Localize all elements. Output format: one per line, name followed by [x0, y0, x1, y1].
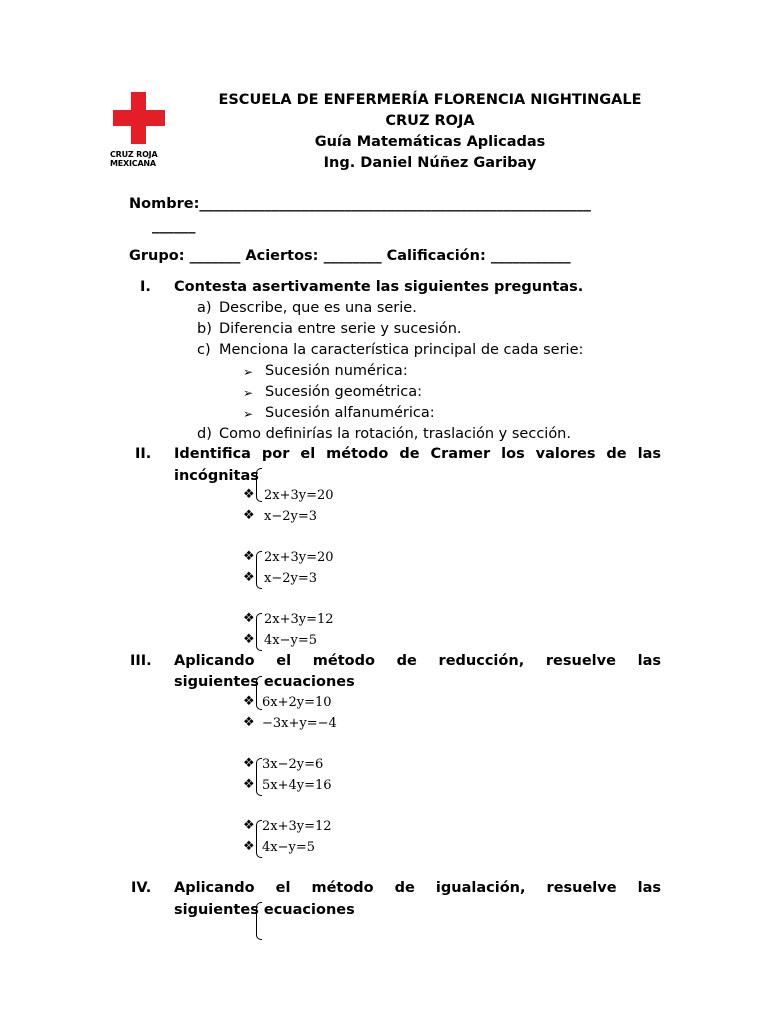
question-letter: c) — [197, 342, 211, 358]
section2-title-line2: incógnitas — [174, 468, 259, 484]
equation: 5x+4y=16 — [262, 778, 332, 793]
question-b-text: Diferencia entre serie y sucesión. — [219, 321, 462, 337]
logo-line2: MEXICANA — [110, 159, 156, 168]
equation: −3x+y=−4 — [262, 716, 337, 731]
subitem-geometric: Sucesión geométrica: — [265, 384, 423, 400]
section1-number: I. — [140, 279, 151, 295]
equation: 2x+3y=12 — [262, 819, 332, 834]
question-a-text: Describe, que es una serie. — [219, 300, 417, 316]
section2-number: II. — [135, 446, 152, 462]
nombre-line-continued: ______ — [152, 218, 196, 234]
brace — [256, 468, 262, 502]
section3-title-line2: siguientes ecuaciones — [174, 674, 355, 690]
diamond-bullet-icon: ❖ — [243, 839, 255, 854]
question-c-text: Menciona la característica principal de cada serie: — [219, 342, 584, 358]
question-d-text: Como definirías la rotación, traslación y sección. — [219, 426, 571, 442]
diamond-bullet-icon: ❖ — [243, 487, 255, 502]
diamond-bullet-icon: ❖ — [243, 508, 255, 523]
section4-number: IV. — [131, 880, 152, 896]
brace — [256, 551, 262, 589]
diamond-bullet-icon: ❖ — [243, 715, 255, 730]
equation: x−2y=3 — [264, 509, 318, 524]
arrow-bullet-icon: ➢ — [243, 386, 254, 400]
equation: 4x−y=5 — [264, 633, 318, 648]
nombre-field — [129, 196, 591, 212]
instructor-name: Ing. Daniel Núñez Garibay — [323, 155, 537, 171]
brace — [256, 613, 262, 651]
subitem-alphanumeric: Sucesión alfanumérica: — [265, 405, 435, 421]
guide-title: Guía Matemáticas Aplicadas — [314, 134, 546, 150]
section3-number: III. — [130, 653, 152, 669]
cruz-roja-logo — [108, 92, 170, 172]
diamond-bullet-icon: ❖ — [243, 632, 255, 647]
subitem-numeric: Sucesión numérica: — [265, 363, 408, 379]
document-header — [170, 90, 690, 174]
aciertos-line: ________ — [323, 248, 382, 264]
grading-fields — [129, 248, 571, 264]
equation: 2x+3y=20 — [264, 550, 334, 565]
diamond-bullet-icon: ❖ — [243, 549, 255, 564]
diamond-bullet-icon: ❖ — [243, 818, 255, 833]
diamond-bullet-icon: ❖ — [243, 756, 255, 771]
equation: 2x+3y=12 — [264, 612, 334, 627]
equation: 4x−y=5 — [262, 840, 316, 855]
nombre-line: ______________________________________________________ — [199, 196, 591, 212]
red-cross-bar — [113, 110, 165, 126]
calificacion-label: Calificación: — [386, 248, 486, 264]
equation: 6x+2y=10 — [262, 695, 332, 710]
arrow-bullet-icon: ➢ — [243, 407, 254, 421]
question-letter: b) — [197, 321, 212, 337]
equation: 3x−2y=6 — [262, 757, 324, 772]
section4-title-line1: Aplicando el método de igualación, resuelve las — [174, 880, 661, 896]
question-d: d) — [197, 426, 212, 442]
grupo-label: Grupo: — [129, 248, 185, 264]
school-name: ESCUELA DE ENFERMERÍA FLORENCIA NIGHTINGALE — [218, 92, 642, 108]
nombre-label: Nombre: — [129, 196, 200, 212]
aciertos-label: Aciertos: — [245, 248, 319, 264]
equation: x−2y=3 — [264, 571, 318, 586]
diamond-bullet-icon: ❖ — [243, 694, 255, 709]
diamond-bullet-icon: ❖ — [243, 570, 255, 585]
diamond-bullet-icon: ❖ — [243, 777, 255, 792]
question-letter: a) — [197, 300, 212, 316]
grupo-line: _______ — [189, 248, 241, 264]
equation: 2x+3y=20 — [264, 488, 334, 503]
logo-line1: CRUZ ROJA — [110, 150, 158, 159]
section2-title-line1: Identifica por el método de Cramer los valores de las — [174, 446, 661, 462]
arrow-bullet-icon: ➢ — [243, 365, 254, 379]
calificacion-line: ___________ — [490, 248, 571, 264]
question-c — [197, 342, 211, 358]
section1-title: Contesta asertivamente las siguientes preguntas. — [174, 279, 584, 295]
section4-title-line2: siguientes ecuaciones — [174, 902, 355, 918]
section3-title-line1: Aplicando el método de reducción, resuelve las — [174, 653, 661, 669]
organization-name: CRUZ ROJA — [385, 113, 475, 129]
diamond-bullet-icon: ❖ — [243, 611, 255, 626]
brace — [256, 902, 262, 940]
question-b — [197, 321, 212, 337]
logo-text — [110, 150, 157, 168]
question-a — [197, 300, 212, 316]
